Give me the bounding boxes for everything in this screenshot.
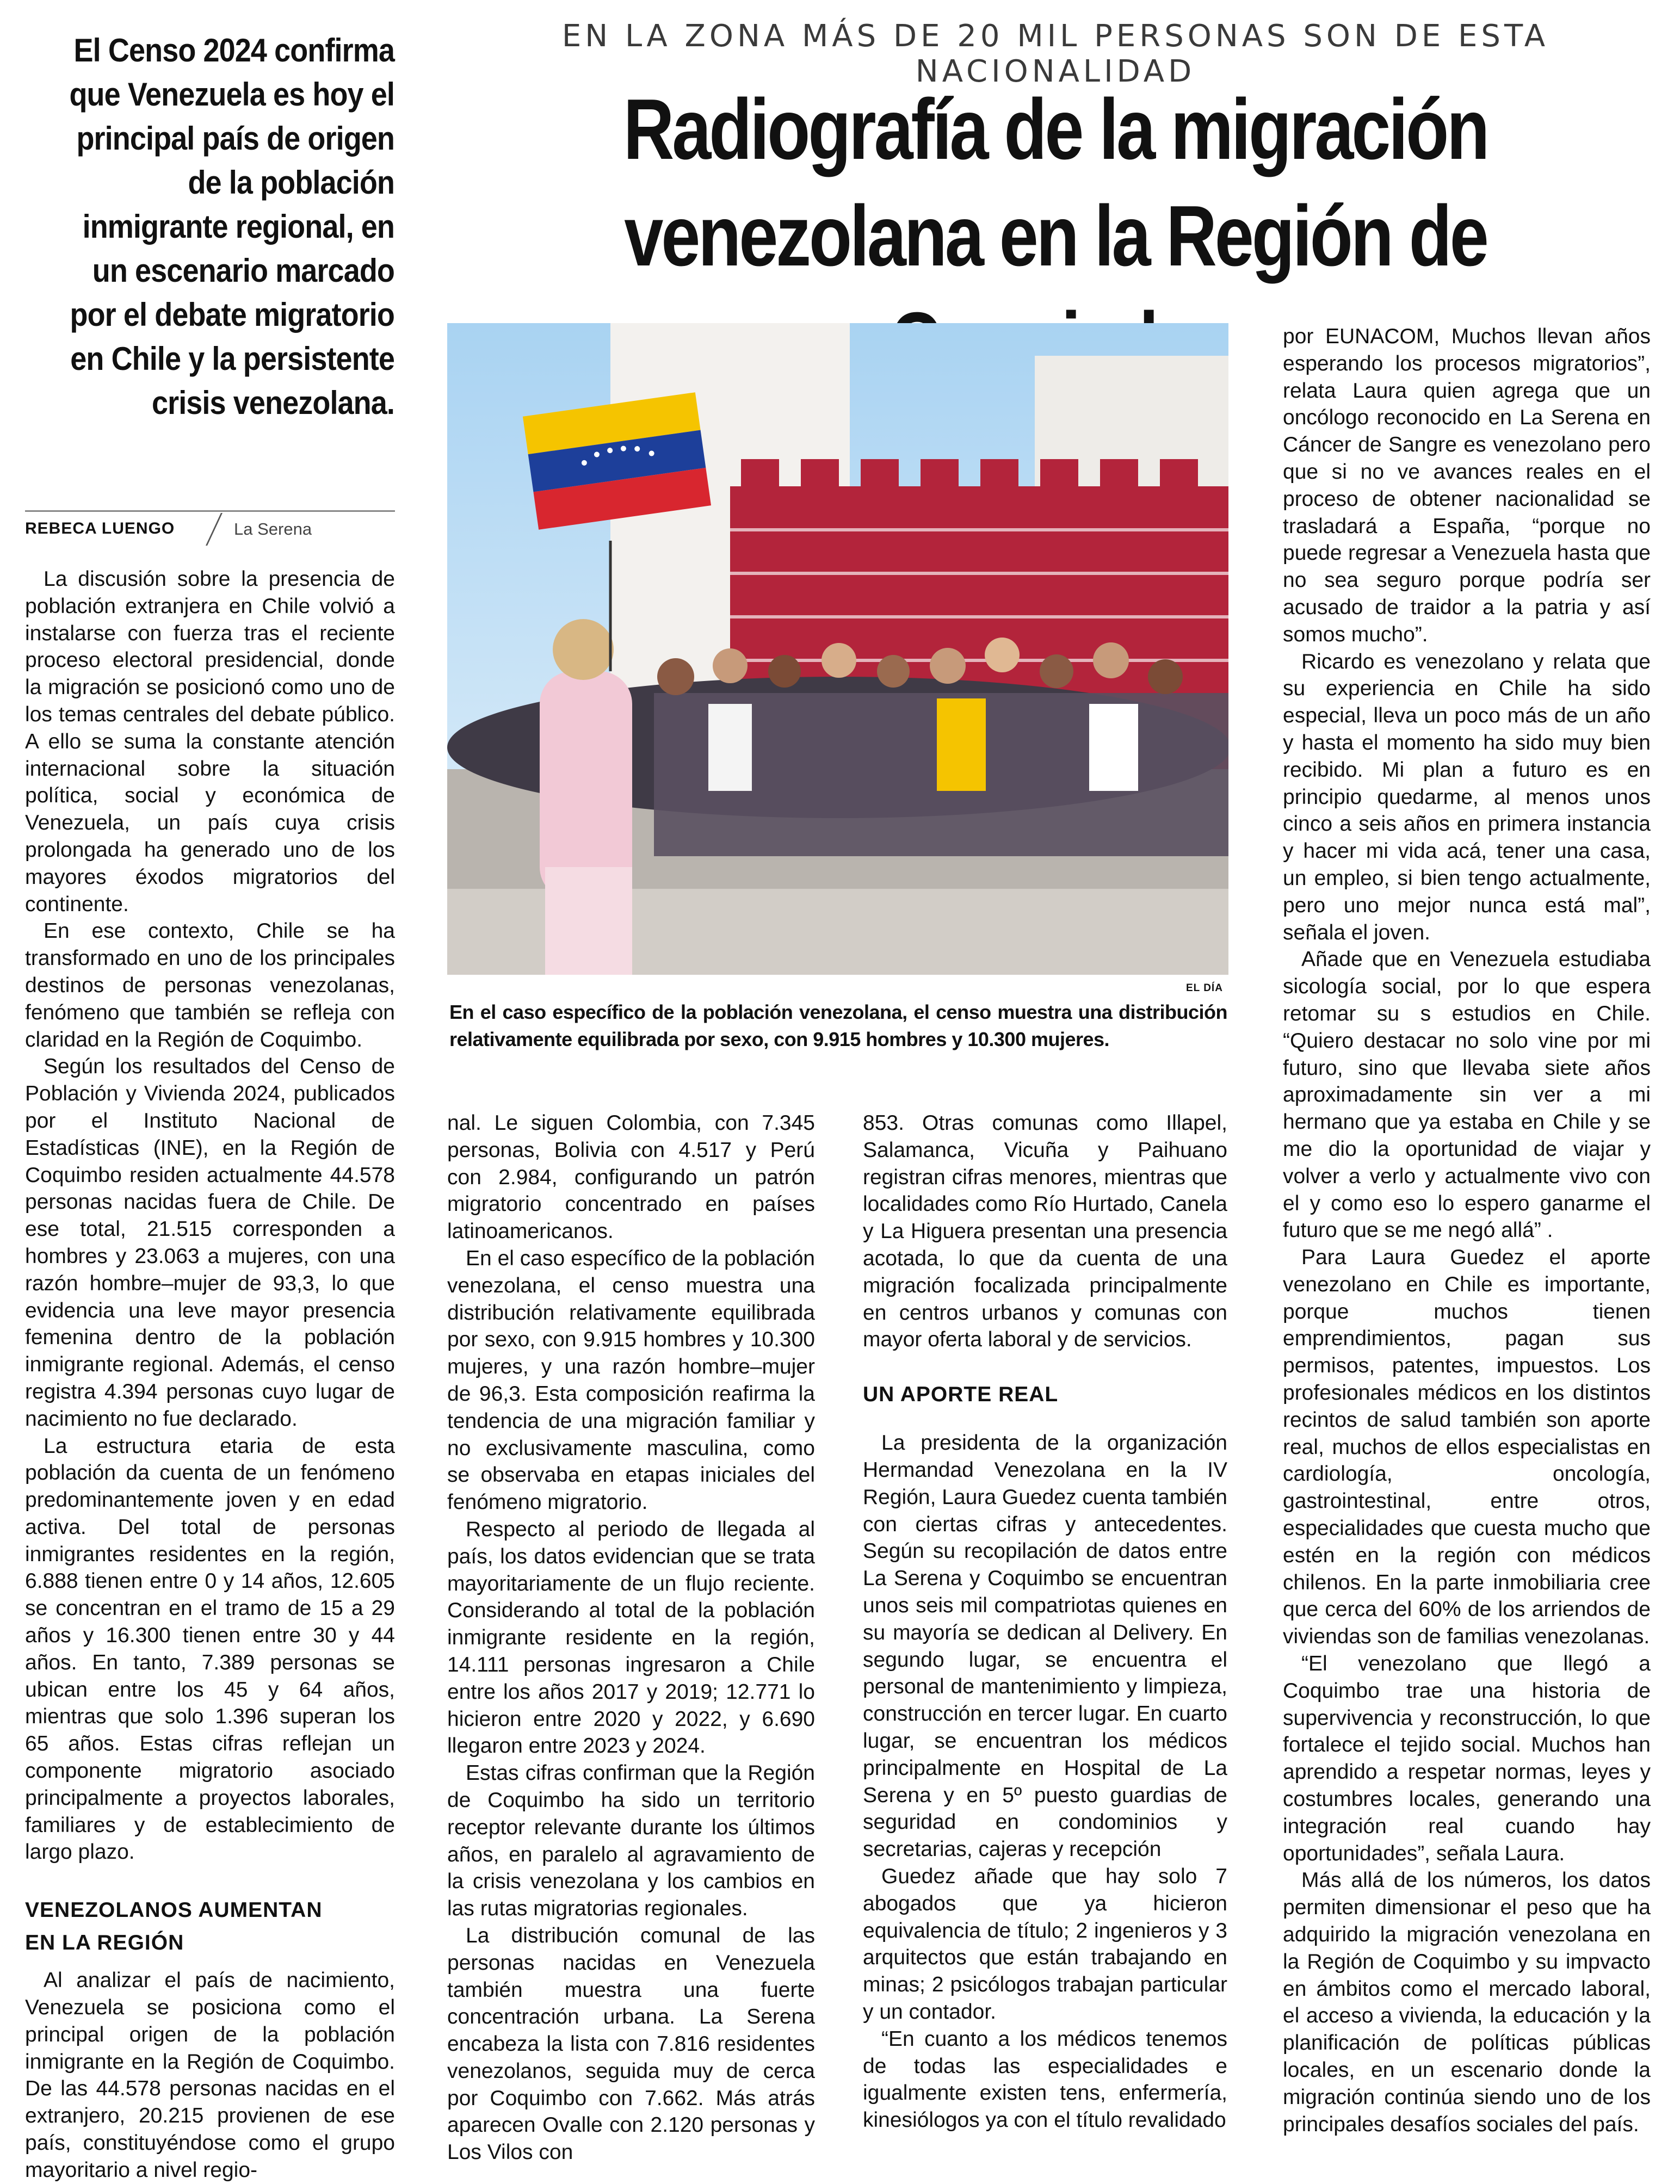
rally-photo (447, 323, 1228, 975)
paragraph: La estructura etaria de esta población da cuenta de un fenómeno predominantemente joven y en edad activa. Del total de personas inmigrantes residentes en la región, 6.888 tienen entre 0 y 14 años, 12.605 se concentran en el tramo de 15 a 29 años y 16.300 tienen entre 30 y 44 años. En tanto, 7.389 personas se ubican entre los 45 y 64 años, mientras que solo 1.396 superan los 65 años. Estas cifras reflejan un componente migratorio asociado principalmente a proyectos laborales, familiares y de establecimiento de largo plazo. (25, 1434, 395, 1864)
photo (447, 323, 1228, 975)
headline-line-1: Radiografía de la migración (623, 82, 1488, 177)
paragraph: “En cuanto a los médicos tenemos de todas las especialidades e igualmente existen tens, enfermería, kinesiólogos ya con el título revalidado (863, 2027, 1227, 2132)
column-1 (25, 566, 395, 2184)
photo-credit: EL DÍA (1186, 982, 1223, 994)
paragraph: En el caso específico de la población venezolana, el censo muestra una distribución relativamente equilibrada por sexo, con 9.915 hombres y 10.300 mujeres, y una razón hombre–mujer de 96,3. Esta composición reafirma la tendencia de una migración familiar y no exclusivamente masculina, como se observaba en etapas iniciales del fenómeno migratorio. (447, 1246, 815, 1514)
column-4 (1283, 323, 1651, 2138)
paragraph: En ese contexto, Chile se ha transformado en uno de los principales destinos de personas venezolanas, fenómeno que también se refleja con claridad en la Región de Coquimbo. (25, 919, 395, 1051)
paragraph: Más allá de los números, los datos permiten dimensionar el peso que ha adquirido la migración venezolana en la Región de Coquimbo y su impvacto en ámbitos como el mercado laboral, el acceso a vivienda, la educación y la planificación de políticas públicas locales, en un escenario donde la migración continúa siendo uno de los principales desafíos sociales del país. (1283, 1869, 1651, 2136)
paragraph: Estas cifras confirman que la Región de Coquimbo ha sido un territorio receptor relevante durante los últimos años, en paralelo al agravamiento de la crisis venezolana y los cambios en las rutas migratorias regionales. (447, 1761, 815, 1921)
deck: El Censo 2024 confirma que Venezuela es hoy el principal país de origen de la población inmigrante regional, en un escenario marcado por el debate migratorio en Chile y la persistente crisis venezolana. (69, 32, 395, 421)
paragraph: Para Laura Guedez el aporte venezolano en Chile es importante, porque muchos tienen emprendimientos, pagan sus permisos, patentes, impuestos. Los profesionales médicos en los distintos recintos de salud también son aporte real, muchos de ellos especialistas en cardiología, oncología, gastrointestinal, entre otros, especialidades que cuesta mucho que estén en la región con médicos chilenos. En la parte inmobiliaria cree que cerca del 60% de los arriendos de viviendas son de familias venezolanas. (1283, 1246, 1651, 1649)
column-3 (863, 1110, 1227, 2134)
paragraph: nal. Le siguen Colombia, con 7.345 personas, Bolivia con 4.517 y Perú con 2.984, configurando un patrón migratorio concentrado en países latinoamericanos. (447, 1111, 815, 1243)
subheading: UN APORTE REAL (863, 1383, 1059, 1407)
byline-place: La Serena (234, 519, 312, 539)
paragraph: La presidenta de la organización Hermandad Venezolana en la IV Región, Laura Guedez cuenta también con ciertas cifras y antecedentes. Según su recopilación de datos entre La Serena y Coquimbo se encuentran unos seis mil compatriotas quienes en su mayoría se dedican al Delivery. En segundo lugar, se encuentra el personal de mantenimiento y limpieza, construcción en tercer lugar. En cuarto lugar, se encuentran los médicos principalmente en Hospital de La Serena y en 5º puesto guardias de seguridad en condominios y secretarias, cajeras y recepción (863, 1431, 1227, 1861)
paragraph: La discusión sobre la presencia de población extranjera en Chile volvió a instalarse con fuerza tras el reciente proceso electoral presidencial, donde la migración se posicionó como uno de los temas centrales del debate público. A ello se suma la constante atención internacional sobre la situación política, social y económica de Venezuela, un país cuya crisis prolongada ha generado uno de los mayores éxodos migratorios del continente. (25, 567, 395, 916)
headline-line-2: venezolana en la Región de (624, 188, 1487, 284)
byline-author: REBECA LUENGO (25, 519, 175, 537)
byline (25, 510, 395, 543)
column-2 (447, 1110, 815, 2166)
kicker: EN LA ZONA MÁS DE 20 MIL PERSONAS SON DE ESTA NACIONALIDAD (561, 18, 1549, 89)
paragraph: Guedez añade que hay solo 7 abogados que ya hicieron equivalencia de título; 2 ingenieros y 3 arquitectos que están trabajando en minas; 2 psicólogos trabajan particular y un contador. (863, 1864, 1227, 2024)
paragraph: Añade que en Venezuela estudiaba sicología social, por lo que espera retomar su s estudios en Chile. “Quiero destacar no solo vine por mi futuro, sino que llevaba siete años aproximadamente sin ver a mi hermano que ya estaba en Chile y se me dio la oportunidad de viajar y volver a verlo y actualmente vivo con el y como eso lo espero ganarme el futuro que se me negó allá” . (1283, 948, 1651, 1242)
paragraph: La distribución comunal de las personas nacidas en Venezuela también muestra una fuerte concentración urbana. La Serena encabeza la lista con 7.816 residentes venezolanos, seguida muy de cerca por Coquimbo con 7.662. Más atrás aparecen Ovalle con 2.120 personas y Los Vilos con (447, 1923, 815, 2164)
byline-divider (206, 513, 223, 546)
paragraph: “El venezolano que llegó a Coquimbo trae una historia de supervivencia y reconstrucción, lo que fortalece el tejido social. Muchos han aprendido a respetar normas, leyes y costumbres locales, generando una integración real cuando hay oportunidades”, señala Laura. (1283, 1652, 1651, 1865)
paragraph: Ricardo es venezolano y relata que su experiencia en Chile ha sido especial, lleva un poco más de un año y hasta el momento ha sido muy bien recibido. Mi plan a futuro es en principio quedarme, al menos unos cinco a seis años en primera instancia y hacer mi vida acá, tener una casa, un empleo, si bien tengo actualmente, pero uno mejor nunca está mal”, señala el joven. (1283, 649, 1651, 944)
paragraph: Según los resultados del Censo de Población y Vivienda 2024, publicados por el Instituto Nacional de Estadísticas (INE), en la Región de Coquimbo residen actualmente 44.578 personas nacidas fuera de Chile. De ese total, 21.515 corresponden a hombres y 23.063 a mujeres, con una razón hombre–mujer de 93,3, lo que evidencia una leve mayor presencia femenina dentro de la población inmigrante regional. Además, el censo registra 4.394 personas cuyo lugar de nacimiento no fue declarado. (25, 1055, 395, 1431)
paragraph: por EUNACOM, Muchos llevan años esperando los procesos migratorios”, relata Laura quien agrega que un oncólogo reconocido en La Serena en Cáncer de Sangre es venezolano pero que si no ve avances reales en el proceso de obtener nacionalidad se trasladará a España, “porque no puede regresar a Venezuela hasta que no sea seguro porque podría ser acusado de traidor a la patria y así somos mucho”. (1283, 325, 1651, 646)
paragraph: Respecto al periodo de llegada al país, los datos evidencian que se trata mayoritariamente de un flujo reciente. Considerando al total de la población inmigrante residente en la región, 14.111 personas ingresaron a Chile entre los años 2017 y 2019; 12.771 lo hicieron entre 2020 y 2022, y 6.690 llegaron entre 2023 y 2024. (447, 1517, 815, 1758)
photo-caption: En el caso específico de la población venezolana, el censo muestra una distribución relativamente equilibrada por sexo, con 9.915 hombres y 10.300 mujeres. (449, 1001, 1227, 1050)
paragraph: 853. Otras comunas como Illapel, Salamanca, Vicuña y Paihuano registran cifras menores, mientras que localidades como Río Hurtado, Canela y La Higuera presentan una presencia acotada, lo que da cuenta de una migración focalizada principalmente en centros urbanos y comunas con mayor oferta laboral y de servicios. (863, 1111, 1227, 1352)
paragraph: Al analizar el país de nacimiento, Venezuela se posiciona como el principal origen de la población inmigrante en la Región de Coquimbo. De las 44.578 personas nacidas en el extranjero, 20.215 provienen de ese país, constituyéndose como el grupo mayoritario a nivel regio- (25, 1969, 395, 2182)
subheading: VENEZOLANOS AUMENTAN EN LA REGIÓN (25, 1898, 323, 1955)
